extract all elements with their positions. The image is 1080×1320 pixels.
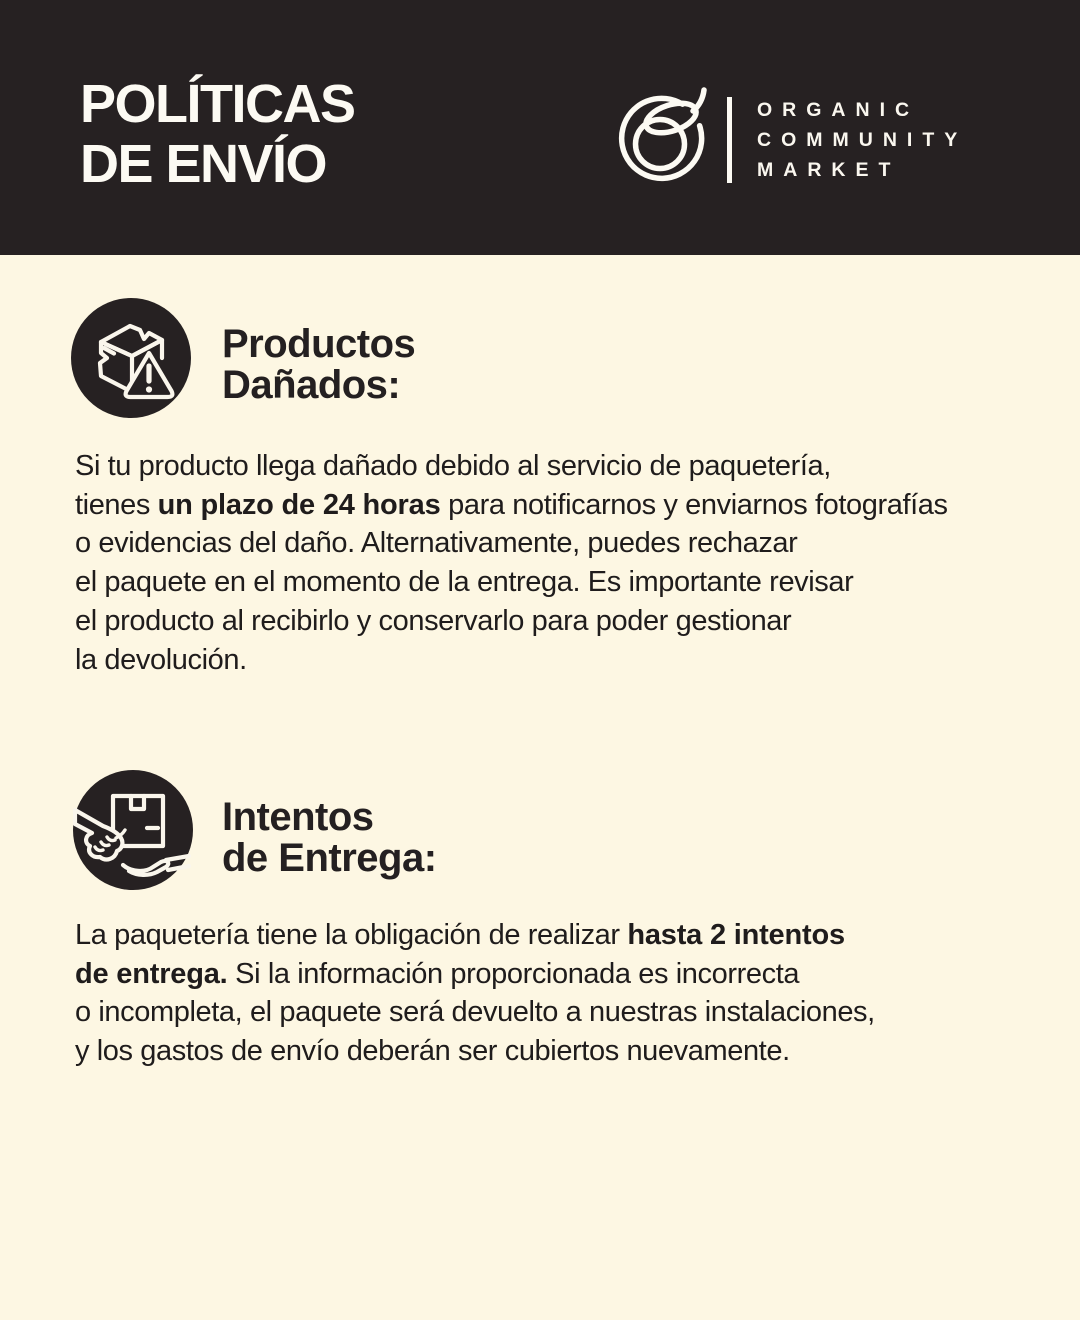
- paragraph-line: La paquetería tiene la obligación de realizar hasta 2 intentos: [75, 919, 845, 951]
- page-title-line1: POLÍTICAS: [80, 74, 355, 134]
- section1-heading-line2: Dañados:: [222, 363, 401, 407]
- brand-divider: [727, 97, 732, 183]
- section-heading-productos-danados: [222, 324, 415, 406]
- damaged-box-warning-icon: [71, 298, 191, 418]
- paragraph-line: de entrega. Si la información proporcionada es incorrecta: [75, 957, 800, 990]
- header: [0, 0, 1080, 255]
- brand-name-line2: COMMUNITY: [757, 129, 968, 151]
- section2-heading-line1: Intentos: [222, 795, 374, 839]
- page-title: [80, 74, 355, 194]
- brand-logo: [611, 87, 715, 196]
- brand-name-line1: ORGANIC: [757, 99, 920, 121]
- brand-name: [757, 95, 967, 185]
- paragraph-line: o incompleta, el paquete será devuelto a nuestras instalaciones,: [75, 996, 875, 1029]
- organic-community-market-monogram-icon: [611, 87, 715, 191]
- paragraph-line: el producto al recibirlo y conservarlo para poder gestionar: [75, 604, 792, 637]
- section1-paragraph: [75, 447, 948, 679]
- paragraph-line: la devolución.: [75, 643, 247, 676]
- hand-delivery-box-icon: [73, 770, 193, 890]
- section2-paragraph: [75, 916, 875, 1071]
- section-heading-intentos-entrega: [222, 797, 437, 879]
- paragraph-line: Si tu producto llega dañado debido al servicio de paquetería,: [75, 450, 831, 482]
- paragraph-line: o evidencias del daño. Alternativamente, puedes rechazar: [75, 527, 798, 560]
- brand-name-line3: MARKET: [757, 159, 901, 181]
- section1-heading-line1: Productos: [222, 322, 416, 366]
- section2-heading-line2: de Entrega:: [222, 836, 437, 880]
- page-title-line2: DE ENVÍO: [80, 134, 327, 194]
- paragraph-line: el paquete en el momento de la entrega. Es importante revisar: [75, 566, 854, 599]
- paragraph-line: y los gastos de envío deberán ser cubiertos nuevamente.: [75, 1035, 790, 1068]
- paragraph-line: tienes un plazo de 24 horas para notificarnos y enviarnos fotografías: [75, 488, 948, 521]
